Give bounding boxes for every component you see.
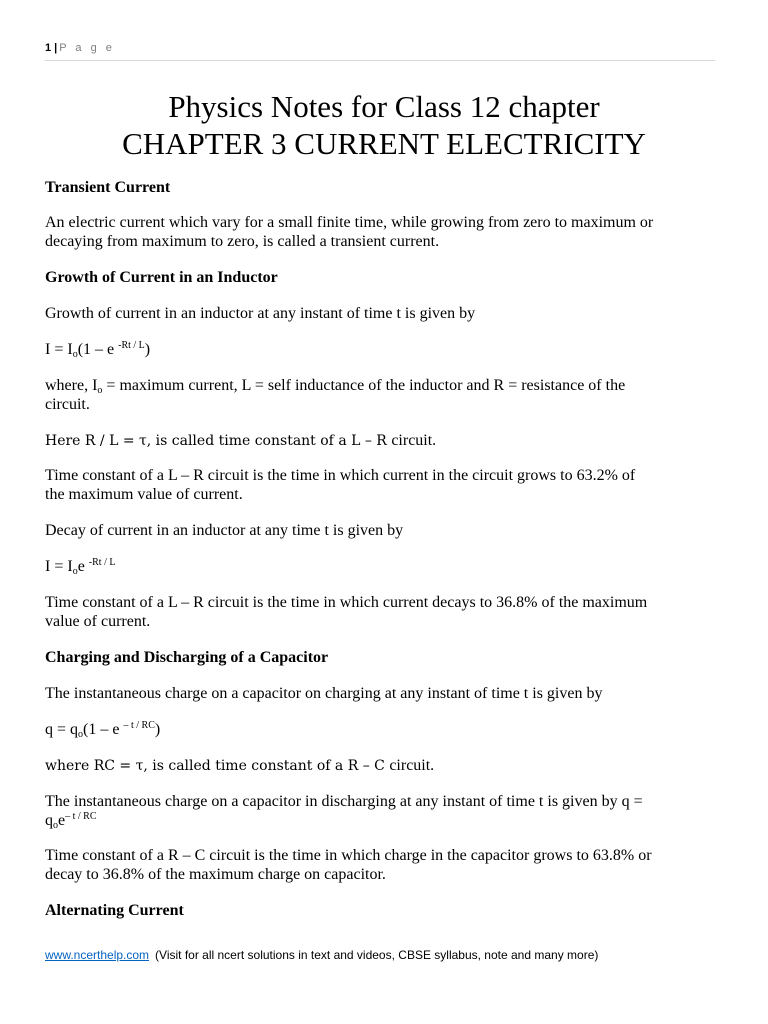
heading-transient-current: Transient Current	[45, 179, 171, 196]
heading-capacitor: Charging and Discharging of a Capacitor	[45, 649, 329, 666]
header-separator: |	[54, 42, 58, 54]
inductor-decay-formula: $I = I_oe$ $^{-Rt / L}$	[45, 557, 116, 577]
inductor-where-line-2: circuit.	[45, 396, 90, 413]
transient-paragraph-line-1: An electric current which vary for a small finite time, while growing from zero to maximum or	[45, 214, 654, 231]
capacitor-definition-line-1: Time constant of a R – C circuit is the time in which charge in the capacitor grows to 63.8% or	[45, 847, 652, 864]
capacitor-time-constant: where RC = τ, is called time constant of a R – C circuit.	[45, 757, 435, 774]
page-header	[45, 42, 715, 61]
inductor-growth-intro: Growth of current in an inductor at any instant of time t is given by	[45, 305, 476, 322]
capacitor-discharging-line-2: $q_oe^{- t / RC}$	[45, 811, 97, 831]
title-line-1: Physics Notes for Class 12 chapter	[168, 89, 600, 124]
inductor-where-line-1: where, $I_o$ = maximum current, L = self inductance of the inductor and R = resistance of the	[45, 377, 626, 396]
title-line-2: CHAPTER 3 CURRENT ELECTRICITY	[122, 126, 646, 161]
heading-alternating-current: Alternating Current	[45, 902, 184, 919]
transient-paragraph-line-2: decaying from maximum to zero, is called a transient current.	[45, 233, 440, 250]
heading-inductor-growth: Growth of Current in an Inductor	[45, 269, 278, 286]
inductor-decay-intro: Decay of current in an inductor at any time t is given by	[45, 522, 404, 539]
footer-note: (Visit for all ncert solutions in text and videos, CBSE syllabus, note and many more)	[155, 948, 599, 962]
inductor-decay-definition-line-2: value of current.	[45, 613, 151, 630]
inductor-growth-definition-line-2: the maximum value of current.	[45, 486, 243, 503]
inductor-time-constant: Here R / L = τ, is called time constant of a L – R circuit.	[45, 432, 437, 449]
page-footer	[45, 948, 745, 962]
capacitor-definition-line-2: decay to 36.8% of the maximum charge on capacitor.	[45, 866, 386, 883]
page-label: P a g e	[59, 42, 115, 54]
inductor-growth-formula: $I = I_o(1 - e$ $^{-Rt / L}$)	[45, 340, 151, 360]
capacitor-discharging-line-1: The instantaneous charge on a capacitor in discharging at any instant of time t is given by q =	[45, 793, 643, 810]
inductor-decay-definition-line-1: Time constant of a L – R circuit is the time in which current decays to 36.8% of the maximum	[45, 594, 648, 611]
page-title	[0, 88, 768, 162]
footer-website-link[interactable]: www.ncerthelp.com	[45, 948, 150, 962]
page-number: 1	[45, 42, 52, 54]
capacitor-charging-intro: The instantaneous charge on a capacitor on charging at any instant of time t is given by	[45, 685, 603, 702]
inductor-growth-definition-line-1: Time constant of a L – R circuit is the time in which current in the circuit grows to 63.2% of	[45, 467, 636, 484]
capacitor-charging-formula: $q = q_o(1 - e$ $^{- t / RC}$)	[45, 720, 161, 740]
